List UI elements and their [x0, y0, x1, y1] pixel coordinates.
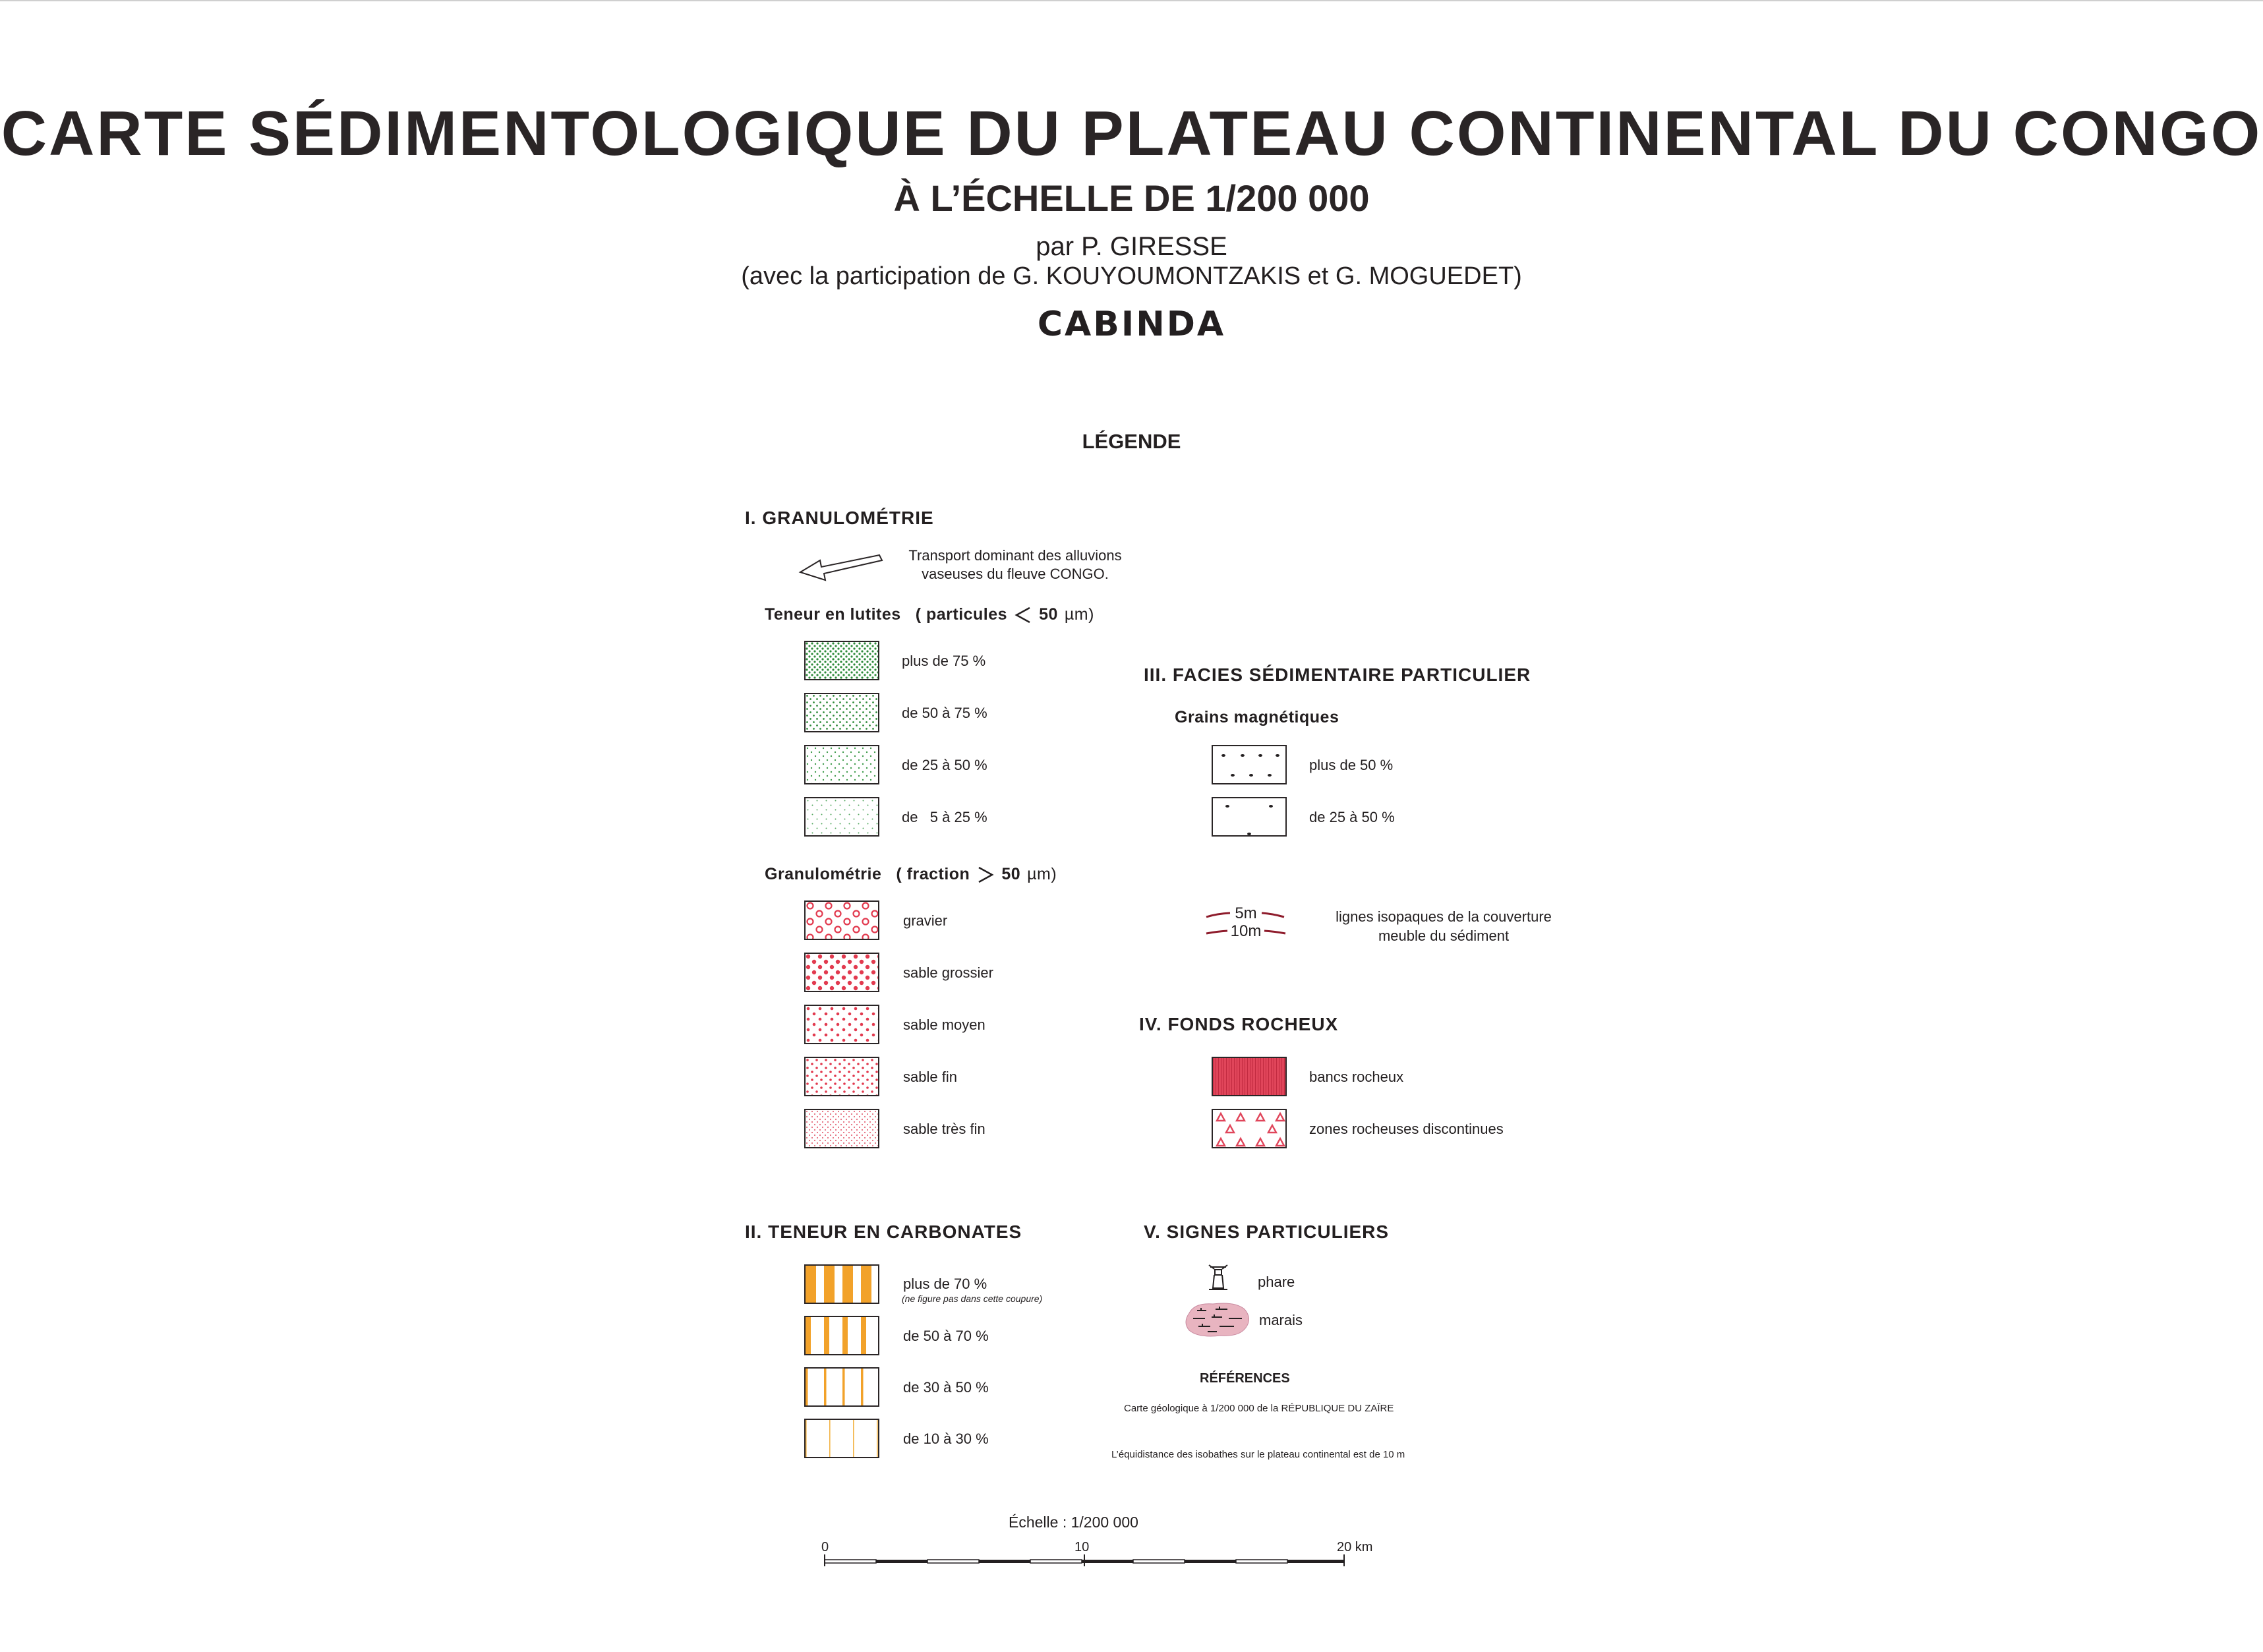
fraction-label-sable-fin: sable fin [903, 1069, 957, 1085]
lutites-label-paren: ( particules [915, 605, 1008, 624]
carbonates-swatch-2 [804, 1316, 879, 1355]
carbonates-note-1: (ne figure pas dans cette coupure) [902, 1293, 1043, 1304]
section-fonds-rocheux-heading: IV. FONDS ROCHEUX [1139, 1014, 1339, 1034]
magnetic-swatch-2 [1212, 797, 1287, 837]
lutites-label-pre: Teneur en lutites [765, 605, 901, 624]
fraction-swatch-sable-grossier [804, 953, 879, 992]
phare-label: phare [1258, 1274, 1295, 1290]
lutites-label-1: plus de 75 % [902, 653, 986, 669]
fraction-label-pre: Granulométrie [765, 865, 882, 883]
section-granulometrie-heading: I. GRANULOMÉTRIE [745, 508, 934, 528]
transport-arrow-icon [798, 554, 883, 585]
greater-than-icon [976, 866, 995, 884]
map-title: CARTE SÉDIMENTOLOGIQUE DU PLATEAU CONTINENTAL DU CONGO [1, 98, 2262, 169]
fraction-swatch-gravier [804, 900, 879, 940]
lutites-label [765, 605, 1094, 624]
fraction-label-gravier: gravier [903, 912, 948, 929]
section-facies-heading: III. FACIES SÉDIMENTAIRE PARTICULIER [1144, 664, 1531, 685]
map-participation: (avec la participation de G. KOUYOUMONTZAKIS et G. MOGUEDET) [741, 262, 1522, 290]
marsh-icon [1181, 1299, 1254, 1340]
fraction-swatch-sable-moyen [804, 1005, 879, 1044]
lutites-label-unit: µm) [1064, 605, 1094, 624]
fraction-swatch-sable-tres-fin [804, 1109, 879, 1148]
fraction-label-value: 50 [1001, 865, 1021, 883]
grains-magnetiques-heading: Grains magnétiques [1175, 708, 1339, 726]
isopach-5m-label: 5m [1235, 904, 1257, 922]
fraction-label-sable-tres-fin: sable très fin [903, 1121, 985, 1137]
lutites-swatch-4 [804, 797, 879, 837]
map-scale-subtitle: À L’ÉCHELLE DE 1/200 000 [893, 177, 1370, 219]
rock-label-discontinues: zones rocheuses discontinues [1309, 1121, 1504, 1137]
transport-text-line2: vaseuses du fleuve CONGO. [922, 566, 1109, 582]
map-author: par P. GIRESSE [1036, 232, 1227, 261]
fraction-label-sable-grossier: sable grossier [903, 964, 993, 981]
section-carbonates-heading: II. TENEUR EN CARBONATES [745, 1222, 1022, 1242]
carbonates-label-4: de 10 à 30 % [903, 1431, 989, 1447]
lutites-swatch-1 [804, 641, 879, 680]
carbonates-swatch-4 [804, 1419, 879, 1458]
lutites-label-4: de 5 à 25 % [902, 809, 987, 825]
lutites-label-value: 50 [1039, 605, 1058, 624]
fraction-label [765, 865, 1057, 884]
less-than-icon [1014, 606, 1032, 624]
magnetic-label-1: plus de 50 % [1309, 757, 1394, 773]
lighthouse-icon [1205, 1264, 1231, 1292]
fraction-label-unit: µm) [1027, 865, 1057, 883]
map-region: CABINDA [1037, 305, 1226, 344]
carbonates-label-3: de 30 à 50 % [903, 1379, 989, 1396]
lutites-swatch-2 [804, 693, 879, 732]
isopach-lines-symbol [1204, 904, 1289, 941]
carbonates-label-2: de 50 à 70 % [903, 1328, 989, 1344]
rock-swatch-discontinues [1212, 1109, 1287, 1148]
magnetic-swatch-1 [1212, 745, 1287, 784]
scale-tick-0: 0 [821, 1540, 829, 1554]
rock-label-bancs: bancs rocheux [1309, 1069, 1404, 1085]
carbonates-swatch-1 [804, 1264, 879, 1304]
isopach-text-line2: meuble du sédiment [1378, 928, 1510, 944]
carbonates-label-1: plus de 70 % [903, 1276, 987, 1292]
section-signes-heading: V. SIGNES PARTICULIERS [1144, 1222, 1390, 1242]
fraction-label-sable-moyen: sable moyen [903, 1017, 985, 1033]
lutites-label-3: de 25 à 50 % [902, 757, 987, 773]
rock-swatch-bancs [1212, 1057, 1287, 1096]
legend-title: LÉGENDE [1082, 430, 1181, 453]
scale-tick-10: 10 [1074, 1540, 1090, 1554]
references-line1: Carte géologique à 1/200 000 de la RÉPUBLIQUE DU ZAÏRE [1124, 1403, 1394, 1414]
magnetic-label-2: de 25 à 50 % [1309, 809, 1395, 825]
lutites-swatch-3 [804, 745, 879, 784]
transport-text-line1: Transport dominant des alluvions [908, 547, 1122, 564]
isopach-10m-label: 10m [1230, 922, 1262, 940]
top-border-line [0, 0, 2263, 1]
references-line2: L’équidistance des isobathes sur le plateau continental est de 10 m [1111, 1449, 1405, 1460]
fraction-swatch-sable-fin [804, 1057, 879, 1096]
carbonates-swatch-3 [804, 1367, 879, 1407]
scale-label: Échelle : 1/200 000 [1009, 1514, 1138, 1531]
lutites-label-2: de 50 à 75 % [902, 705, 987, 721]
references-heading: RÉFÉRENCES [1200, 1371, 1290, 1386]
scale-tick-20: 20 km [1337, 1540, 1373, 1554]
marais-label: marais [1259, 1312, 1303, 1328]
fraction-label-paren: ( fraction [896, 865, 970, 883]
scale-bar [821, 1553, 1348, 1569]
isopach-text-line1: lignes isopaques de la couverture [1336, 908, 1552, 925]
